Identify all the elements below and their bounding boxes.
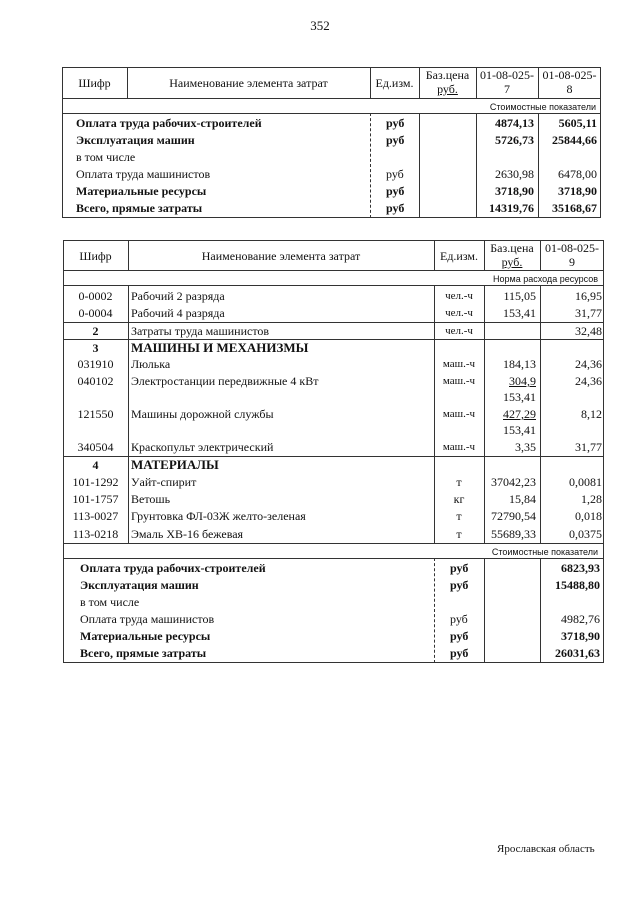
header-base-price-line2: руб. [501,255,523,269]
row-name: Ветошь [131,492,171,506]
row-unit: маш.-ч [442,375,476,387]
header-col-7 [476,68,538,96]
row-value-8: 35168,67 [552,201,597,215]
region-footer: Ярославская область [497,843,595,855]
row-value: 0,0375 [569,527,602,541]
summary-unit: руб [450,629,469,643]
row-unit: руб [386,133,405,147]
row-name: Оплата труда машинистов [76,167,211,181]
row-code: 121550 [77,407,114,421]
header-base-price [484,241,540,269]
row-unit: чел.-ч [445,325,473,337]
header-unit: Ед.изм. [439,249,479,263]
section-title: МАШИНЫ И МЕХАНИЗМЫ [131,340,309,355]
row-name: Эксплуатация машин [76,133,195,147]
row-code: 101-1757 [72,492,119,506]
row-code: 101-1292 [72,475,119,489]
header-name: Наименование элемента затрат [169,76,328,90]
row-unit: руб [386,201,405,215]
row-code: 2 [92,324,99,338]
divider [62,98,601,99]
row-code: 040102 [77,374,114,388]
row-unit: чел.-ч [445,290,473,302]
divider [484,558,485,663]
row-name: Материальные ресурсы [76,184,207,198]
divider [128,285,129,543]
row-price: 3,35 [515,440,536,454]
row-price: 72790,54 [491,509,536,523]
row-price: 304,9 [509,374,536,388]
section-label: Стоимостные показатели [489,102,596,112]
summary-name: Оплата труда машинистов [80,612,215,626]
row-price: 153,41 [503,306,536,320]
row-name: Грунтовка ФЛ-03Ж желто-зеленая [131,509,306,523]
row-price-secondary: 153,41 [503,423,536,437]
summary-unit: руб [450,646,469,660]
row-value-7: 3718,90 [495,184,534,198]
summary-unit: руб [450,578,469,592]
row-unit: маш.-ч [442,441,476,453]
row-price: 15,84 [509,492,536,506]
divider [63,270,604,271]
row-value: 0,018 [575,509,602,523]
summary-name: в том числе [80,595,140,609]
row-code: 113-0027 [72,509,119,523]
summary-name: Материальные ресурсы [80,629,211,643]
row-price: 427,29 [503,407,536,421]
row-unit: руб [386,167,404,181]
norm-label: Норма расхода ресурсов [493,274,598,284]
row-code: 3 [92,341,99,355]
header-col-9 [540,241,604,269]
row-unit: маш.-ч [442,408,476,420]
header-col-8-line1: 01-08-025- [542,68,597,82]
row-value-7: 5726,73 [495,133,534,147]
row-value: 32,48 [575,324,602,338]
row-price: 115,05 [503,289,536,303]
summary-value: 4982,76 [561,612,600,626]
summary-value: 6823,93 [561,561,600,575]
summary-name: Эксплуатация машин [80,578,199,592]
header-unit: Ед.изм. [375,76,414,90]
row-name: Люлька [131,357,171,371]
divider [370,113,371,218]
row-value-7: 4874,13 [495,116,534,130]
summary-unit: руб [450,561,469,575]
row-value-8: 6478,00 [558,167,597,181]
row-code: 0-0002 [78,289,113,303]
header-col-9-line1: 01-08-025- [545,241,599,255]
row-value-7: 2630,98 [495,167,534,181]
row-price: 55689,33 [491,527,536,541]
row-unit: кг [453,492,465,506]
divider [419,113,420,218]
row-code: 340504 [77,440,114,454]
row-unit: маш.-ч [442,358,476,370]
header-code: Шифр [78,76,111,90]
row-code: 031910 [77,357,114,371]
header-base-price-line1: Баз.цена [490,241,534,255]
header-code: Шифр [79,249,112,263]
header-col-7-line1: 01-08-025- [480,68,534,82]
section-title: МАТЕРИАЛЫ [131,457,219,472]
row-price: 37042,23 [491,475,536,489]
row-name: Всего, прямые затраты [76,201,203,215]
summary-value: 3718,90 [561,629,600,643]
row-name: Уайт-спирит [131,475,197,489]
row-value-8: 3718,90 [558,184,597,198]
row-name: Эмаль ХВ-16 бежевая [131,527,244,541]
row-price-secondary: 153,41 [503,390,536,404]
header-col-8-line2: 8 [566,82,573,96]
summary-name: Оплата труда рабочих-строителей [80,561,266,575]
row-name: Рабочий 2 разряда [131,289,225,303]
row-name: в том числе [76,150,136,164]
row-value-8: 25844,66 [552,133,597,147]
row-value: 1,28 [581,492,602,506]
row-name: Краскопульт электрический [131,440,274,454]
row-value: 24,36 [575,357,602,371]
divider [434,558,435,663]
row-value-7: 14319,76 [489,201,534,215]
header-col-7-line2: 7 [504,82,510,96]
row-name: Машины дорожной службы [131,407,274,421]
row-name: Электростанции передвижные 4 кВт [131,374,319,388]
row-unit: т [456,475,462,489]
summary-name: Всего, прямые затраты [80,646,207,660]
row-unit: чел.-ч [445,307,473,319]
row-code: 113-0218 [72,527,119,541]
row-code: 0-0004 [78,306,113,320]
row-name: Рабочий 4 разряда [131,306,225,320]
row-unit: т [456,509,462,523]
row-value: 24,36 [575,374,602,388]
summary-unit: руб [450,612,468,626]
row-unit: т [456,527,462,541]
row-unit: руб [386,184,405,198]
row-value: 16,95 [575,289,602,303]
header-name: Наименование элемента затрат [201,249,361,263]
row-value: 0,0081 [569,475,602,489]
divider [63,543,604,544]
row-value: 8,12 [581,407,602,421]
page-number: 352 [310,18,330,33]
row-name: Затраты труда машинистов [131,324,270,338]
row-price: 184,13 [503,357,536,371]
row-code: 4 [92,458,99,472]
summary-value: 26031,63 [555,646,600,660]
row-unit: руб [386,116,405,130]
row-value: 31,77 [575,306,602,320]
divider [63,322,604,323]
row-value-8: 5605,11 [558,116,597,130]
summary-value: 15488,80 [555,578,600,592]
section-label: Стоимостные показатели [491,547,598,557]
header-base-price [419,68,476,96]
header-col-8 [538,68,601,96]
header-base-price-line2: руб. [437,82,458,96]
row-value: 31,77 [575,440,602,454]
header-col-9-line2: 9 [569,255,575,269]
row-name: Оплата труда рабочих-строителей [76,116,262,130]
header-base-price-line1: Баз.цена [425,68,470,82]
